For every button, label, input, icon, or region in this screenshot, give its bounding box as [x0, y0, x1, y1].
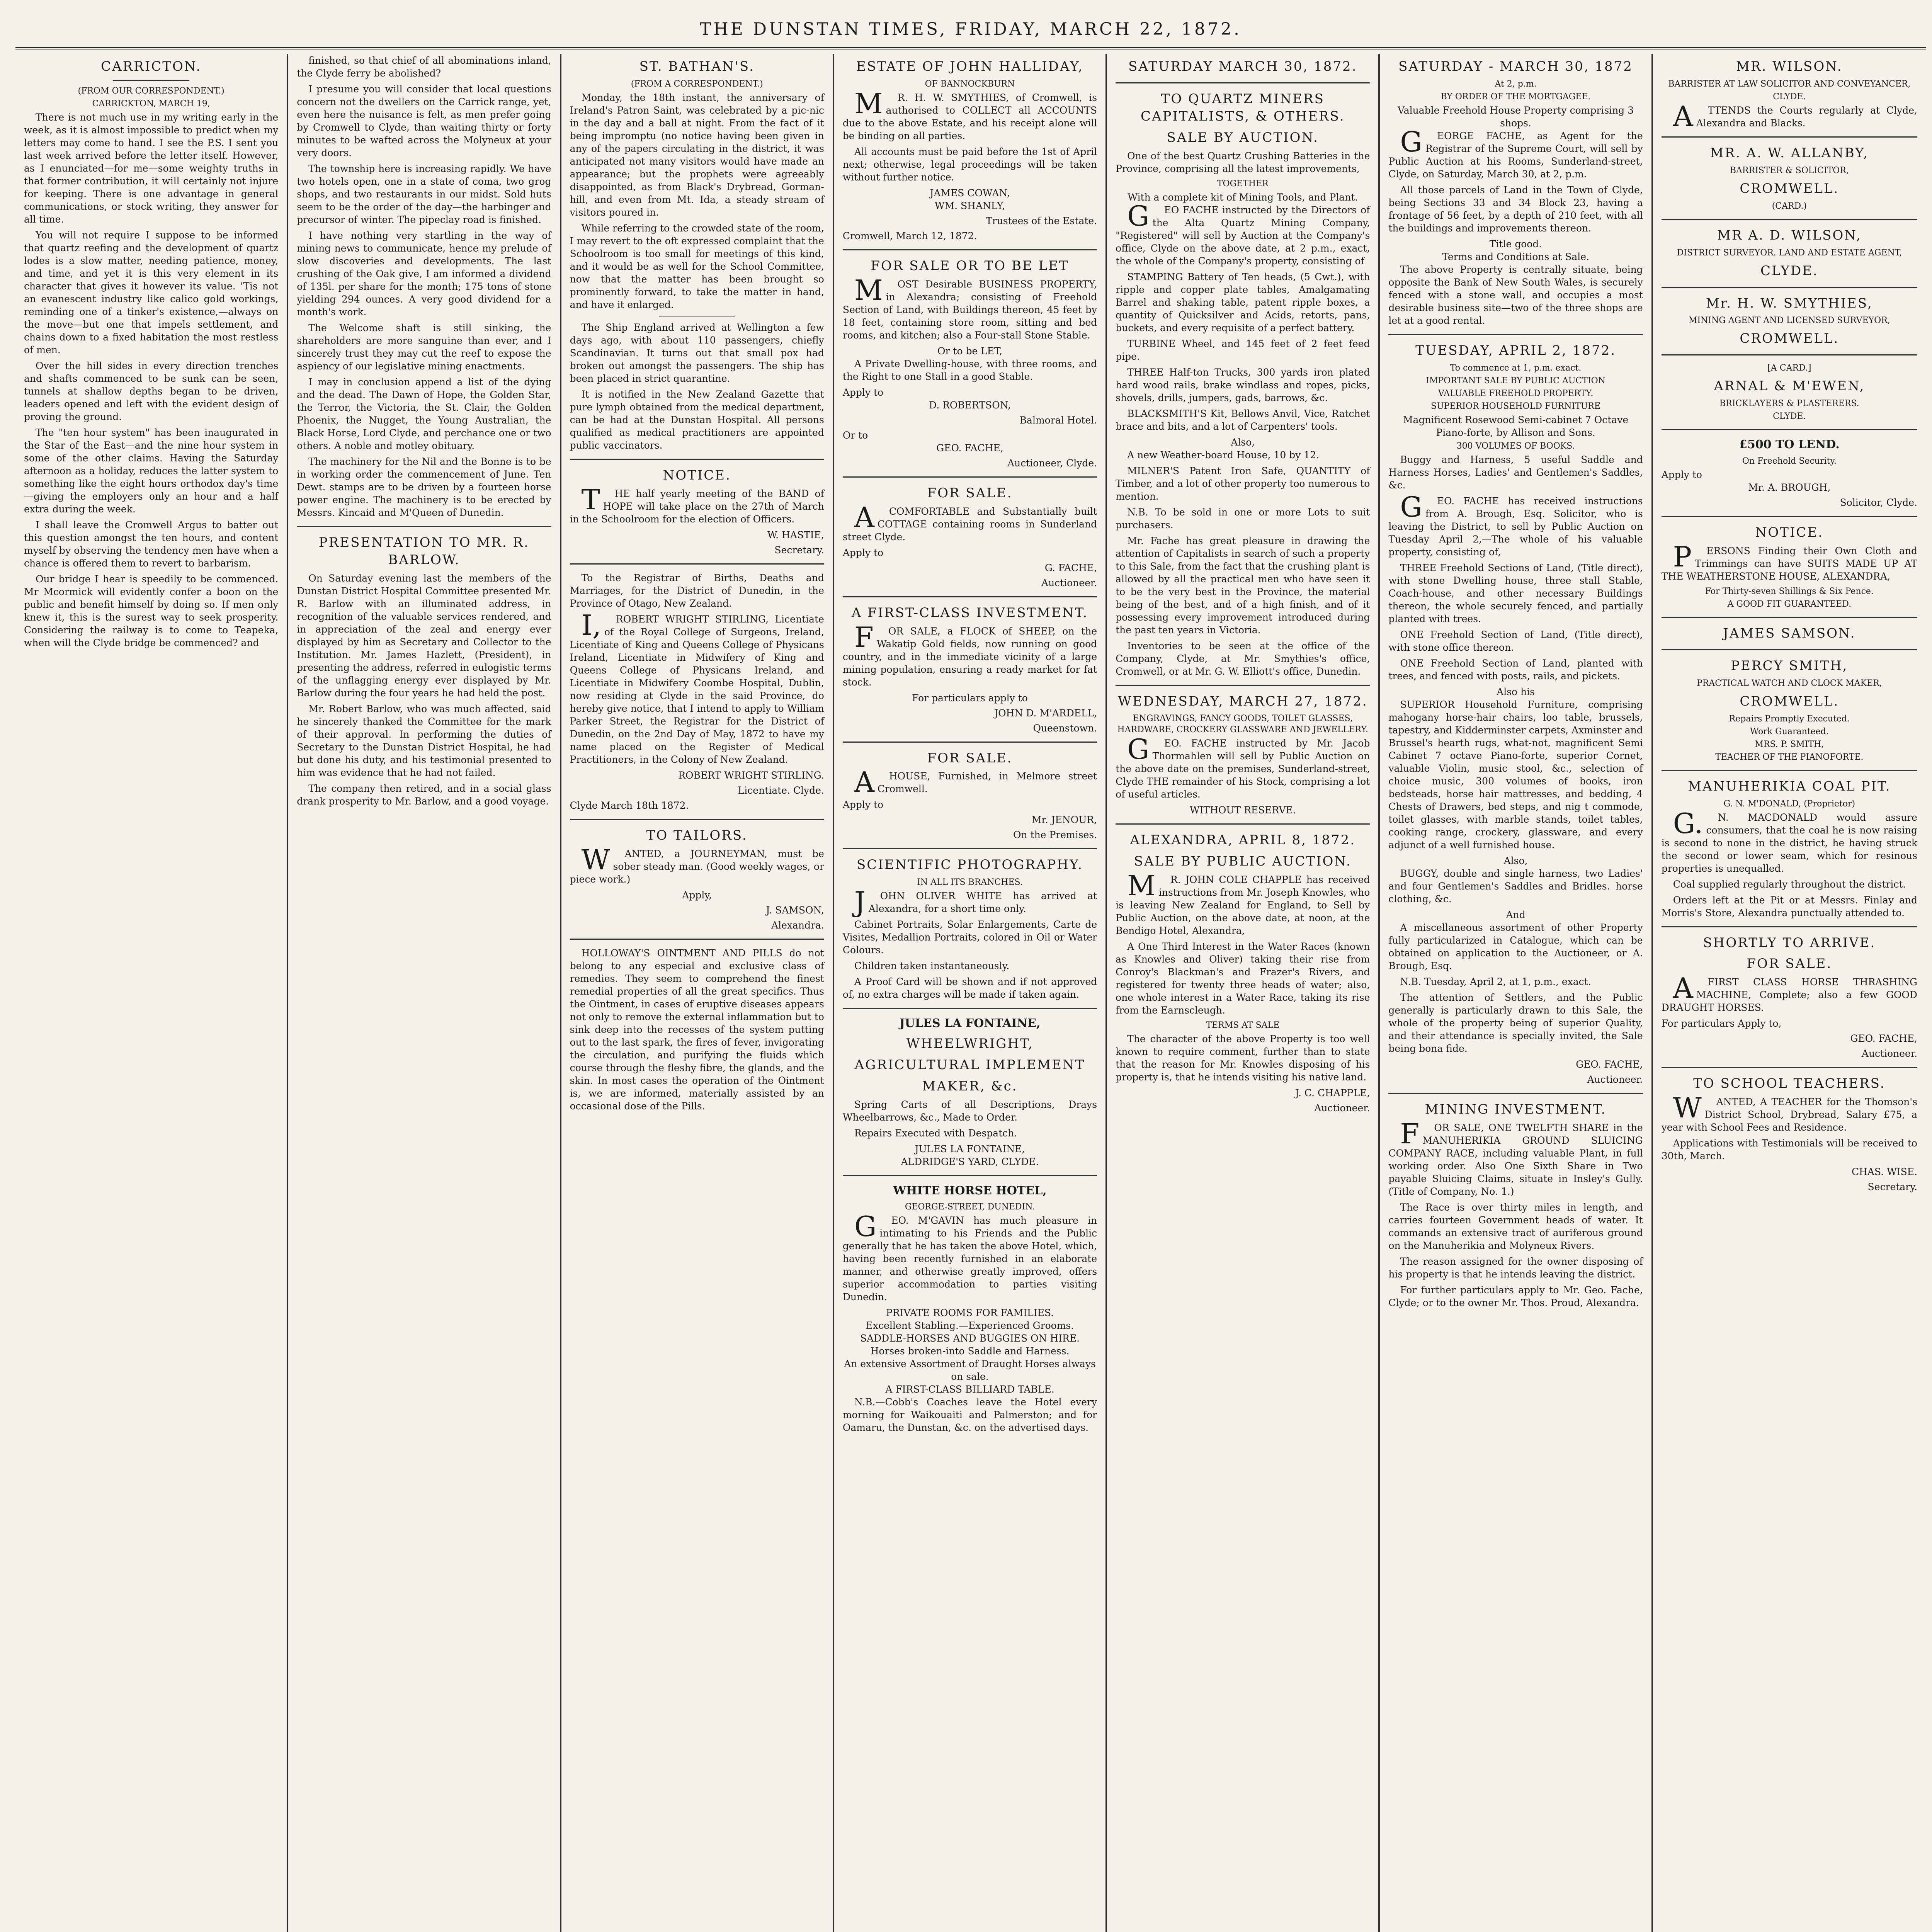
valuable-freehold: VALUABLE FREEHOLD PROPERTY. — [1438, 388, 1594, 398]
estate-title: ESTATE OF JOHN HALLIDAY, — [856, 59, 1083, 74]
milner-safe: MILNER'S Patent Iron Safe, QUANTITY of Timber, and a lot of other property too numerous to mention. — [1116, 465, 1370, 502]
tailors-place: Alexandra. — [771, 919, 824, 931]
smythies-name: Mr. H. W. SMYTHIES, — [1706, 295, 1873, 311]
estate-signature-2: WM. SHANLY, — [934, 200, 1005, 211]
tailors-body: WANTED, a JOURNEYMAN, must be sober steady man. (Good weekly wages, or piece work.) — [570, 843, 824, 885]
teachers-role: Secretary. — [1867, 1181, 1917, 1193]
attention-settlers: The attention of Settlers, and the Public generally is particularly drawn to this Sale, the whole of the property being of superior Quality, and their attendance is specially invited, the Sale being bona fide. — [1388, 992, 1643, 1054]
paragraph: The company then retired, and in a social glass drank prosperity to Mr. Barlow, and a good voyage. — [297, 782, 551, 807]
robertson-name: D. ROBERTSON, — [929, 399, 1011, 411]
coal-body: G.N. MACDONALD would assure consumers, that the coal he is now raising is second to none in the district, he having struck the second or lower seam, which for resinous properties is unequalled. — [1661, 807, 1917, 874]
paragraph: Monday, the 18th instant, the anniversary of Ireland's Patron Saint, was celebrated by a pic-nic in the day and a ball at night. From the fact of it being impromptu (no notice having been given in any of the papers circulating in the district, it was anticipated not many visitors would have made an appearance; but the prophets were agreeably disappointed, as from Black's Drybread, Gorman-hill, and even from Mt. Ida, a steady stream of visitors poured in. — [570, 92, 824, 218]
divider — [1662, 219, 1917, 220]
misc-assortment: A miscellaneous assortment of other Property fully particularized in Catalogue, which can be obtained on application to the Auctioneer, or A. Brough, Esq. — [1388, 922, 1643, 971]
card-label: (CARD.) — [1772, 201, 1807, 211]
paragraph: I may in conclusion append a list of the dying and the dead. The Dawn of Hope, the Golden Star, the Terror, the Victoria, the St. Clair, the Golden Phoenix, the Nugget, the Young Australian, the Black Horse, Lord Clyde, and perchance one or two others. A noble and motley obituary. — [297, 376, 551, 451]
notice-fit: A GOOD FIT GUARANTEED. — [1727, 599, 1852, 609]
engravings-body: GEO. FACHE instructed by Mr. Jacob Thormahlen will sell by Public Auction on the above date on the premises, Sunderland-street, Clyde THE remainder of his Stock, comprising a lot of useful articles. — [1116, 733, 1370, 800]
photo-body-2: Cabinet Portraits, Solar Enlargements, Carte de Visites, Medallion Portraits, colored in Oil or Water Colours. — [842, 919, 1097, 956]
terms-conditions: Terms and Conditions at Sale. — [1442, 251, 1589, 262]
photo-body: JOHN OLIVER WHITE has arrived at Alexandra, for a short time only. — [854, 886, 1097, 918]
lafontaine-name-2: JULES LA FONTAINE, — [915, 1143, 1025, 1155]
smythies-role: MINING AGENT AND LICENSED SURVEYOR, — [1688, 316, 1890, 326]
repairs-executed: Repairs Promptly Executed. — [1729, 714, 1850, 724]
dateline: CARRICKTON, MARCH 19, — [92, 99, 210, 109]
wheel-body-2: Repairs Executed with Despatch. — [854, 1127, 1017, 1139]
sale-body: ACOMFORTABLE and Substantially built COTTAGE containing rooms in Sunderland street Clyde. — [842, 501, 1097, 543]
quartz-body: One of the best Quartz Crushing Batteries in the Province, comprising all the latest improvements, — [1116, 150, 1370, 174]
divider — [843, 596, 1097, 597]
paragraph: On Saturday evening last the members of the Dunstan District Hospital Committee presented Mr. R. Barlow with an illuminated address, in recognition of the valuable services rendered, and in appreciation of the zeal and energy ever displayed by him as Secretary and Collector to the Institution. Mr. James Hazlett, (President), in presenting the address, referred in eulogistic terms of the unflagging energy ever displayed by Mr. Barlow during the four years he had held the post. — [297, 572, 551, 699]
sale2-title: FOR SALE. — [927, 750, 1013, 766]
registrar-heading: To the Registrar of Births, Deaths and Marriages, for the District of Dunedin, in the Province of Otago, New Zealand. — [570, 572, 824, 609]
wheelwright-title: WHEELWRIGHT, — [906, 1036, 1034, 1051]
white-horse-stabling: Excellent Stabling.—Experienced Grooms. — [866, 1320, 1074, 1332]
one-section-trees: ONE Freehold Section of Land, planted with trees, and fenced with posts, rails, and pickets. — [1388, 657, 1643, 682]
quartz-miners-title: TO QUARTZ MINERS CAPITALISTS, & OTHERS. — [1141, 91, 1345, 124]
byline: (FROM A CORRESPONDENT.) — [631, 79, 763, 89]
paragraph: The Ship England arrived at Wellington a few days ago, with about 110 passengers, chiefly Scandinavian. It turns out that small pox had broken out amongst the passengers. The ship has been placed in strict quarantine. — [570, 321, 824, 384]
auction-date-2: WEDNESDAY, MARCH 27, 1872. — [1117, 693, 1368, 709]
paragraph: I shall leave the Cromwell Argus to batter out this question amongst the ten hours, and content myself by observing the tendency men have when a chance is offered them to revert to barbarism. — [24, 519, 279, 569]
sale-let-title: FOR SALE OR TO BE LET — [871, 258, 1069, 274]
masthead — [15, 9, 1926, 49]
wheel-body: Spring Carts of all Descriptions, Drays Wheelbarrows, &c., Made to Order. — [842, 1099, 1097, 1123]
centrally-situate: The above Property is centrally situate, being opposite the Bank of New South Wales, is securely fenced with a stone wall, and occupies a most desirable business site—two of the three shops are let at a good rental. — [1388, 264, 1643, 326]
for-sale-role: Auctioneer. — [1861, 1048, 1917, 1060]
sale2-place: On the Premises. — [1013, 829, 1097, 841]
lafontaine-name: JULES LA FONTAINE, — [899, 1017, 1041, 1031]
public-auction-title: SALE BY PUBLIC AUCTION. — [1134, 854, 1352, 869]
coal-pit-title: MANUHERIKIA COAL PIT. — [1688, 778, 1891, 794]
paragraph: I presume you will consider that local questions concern not the dwellers on the Carrick range, yet, even here the nuisance is felt, as men prefer going by Cromwell to Clyde, than waiting thirty or forty minutes to be wafted across the Molyneux at your very doors. — [297, 83, 551, 158]
or-to: Or to — [842, 429, 868, 441]
column-1 — [15, 54, 288, 1932]
coal-body-2: Coal supplied regularly throughout the district. — [1673, 878, 1906, 890]
photo-subtitle: IN ALL ITS BRANCHES. — [917, 878, 1023, 888]
important-sale: IMPORTANT SALE BY PUBLIC AUCTION — [1426, 376, 1605, 386]
chapple-role: Auctioneer. — [1314, 1102, 1370, 1114]
divider — [297, 526, 551, 527]
wilson-role: BARRISTER AT LAW SOLICITOR AND CONVEYANCER, — [1668, 79, 1911, 89]
percy-smith-place: CROMWELL. — [1740, 693, 1839, 709]
estate-trustees: Trustees of the Estate. — [986, 215, 1097, 226]
fache-role: Auctioneer. — [1587, 1073, 1643, 1085]
percy-smith-role: PRACTICAL WATCH AND CLOCK MAKER, — [1697, 678, 1882, 688]
adwilson-name: MR A. D. WILSON, — [1717, 227, 1862, 243]
masthead-text: THE DUNSTAN TIMES, FRIDAY, MARCH 22, 1872. — [699, 19, 1242, 39]
notice-title: NOTICE. — [1755, 524, 1824, 540]
shortly-to-arrive: SHORTLY TO ARRIVE. — [1703, 935, 1876, 951]
teachers-title: TO SCHOOL TEACHERS. — [1693, 1076, 1886, 1092]
photo-title: SCIENTIFIC PHOTOGRAPHY. — [857, 857, 1083, 873]
white-horse-saddle: SADDLE-HORSES AND BUGGIES ON HIRE. — [860, 1333, 1080, 1344]
smythies-place: CROMWELL. — [1740, 331, 1839, 347]
sale-title: FOR SALE. — [927, 485, 1013, 501]
allanby-role: BARRISTER & SOLICITOR, — [1730, 165, 1849, 175]
weather-board-house: A new Weather-board House, 10 by 12. — [1127, 449, 1320, 461]
white-horse-assortment: An extensive Assortment of Draught Horses always on sale. — [844, 1358, 1096, 1383]
robertson-place: Balmoral Hotel. — [1019, 414, 1097, 426]
arnal-place: CLYDE. — [1773, 412, 1806, 422]
three-sections: THREE Freehold Sections of Land, (Title direct), with stone Dwelling house, three stall Stable, Coach-house, and other necessary Buildings thereon, the whole securely fenced, and partially planted with trees. — [1388, 562, 1643, 624]
buggy-double: BUGGY, double and single harness, two Ladies' and four Gentlemen's Saddles and Bridles. horse clothing, &c. — [1388, 867, 1643, 905]
maker-title: MAKER, &c. — [922, 1078, 1018, 1094]
allanby-place: CROMWELL. — [1740, 180, 1839, 196]
adwilson-role: DISTRICT SURVEYOR. LAND AND ESTATE AGENT, — [1677, 248, 1902, 258]
tailors-title: TO TAILORS. — [646, 827, 748, 843]
divider — [1662, 926, 1917, 927]
card-label-2: [A CARD.] — [1767, 363, 1811, 373]
lots-note: N.B. To be sold in one or more Lots to suit purchasers. — [1116, 506, 1370, 531]
land-parcels: All those parcels of Land in the Town of Clyde, being Sections 33 and 34 Block 23, having a frontage of 56 feet, by a depth of 210 feet, with all the buildings and improvements thereon. — [1388, 184, 1643, 234]
fache-name: GEO. FACHE, — [936, 442, 1003, 454]
divider — [1662, 429, 1917, 430]
registrar-date: Clyde March 18th 1872. — [570, 799, 689, 811]
valuable-property: Valuable Freehold House Property comprising 3 shops. — [1398, 104, 1634, 129]
without-reserve: WITHOUT RESERVE. — [1189, 804, 1296, 816]
auction-date-3: ALEXANDRA, APRIL 8, 1872. — [1130, 832, 1356, 848]
white-horse-horses: Horses broken-into Saddle and Harness. — [870, 1345, 1070, 1357]
mining-body-3: The reason assigned for the owner disposing of his property is that he intends leaving the district. — [1388, 1255, 1643, 1280]
column-3 — [561, 54, 834, 1932]
paragraph: I have nothing very startling in the way of mining news to communicate, hence my prelude of slow discoveries and developments. The last crushing of the Oak give, I am informed a dividend of 135l. per share for the month; 175 tons of stone yielding 294 ounces. A very good dividend for a month's work. — [297, 230, 551, 318]
paragraph: finished, so that chief of all abominations inland, the Clyde ferry be abolished? — [297, 55, 551, 79]
title-good: Title good. — [1489, 238, 1542, 250]
divider — [1662, 287, 1917, 288]
fache-agent: GEORGE FACHE, as Agent for the Registrar of the Supreme Court, will sell by Public Auction at his Rooms, Sunderland-street, Clyde, on Saturday, March 30, at 2, p.m. — [1388, 125, 1643, 180]
notice-body: PERSONS Finding their Own Cloth and Trimmings can have SUITS MADE UP AT THE WEATHERSTONE HOUSE, ALEXANDRA, — [1661, 540, 1917, 582]
estate-date: Cromwell, March 12, 1872. — [842, 230, 977, 242]
divider — [1116, 823, 1370, 825]
divider — [1388, 334, 1643, 335]
column-6 — [1380, 54, 1653, 1932]
sale-let-body: MOST Desirable BUSINESS PROPERTY, in Alexandra; consisting of Freehold Section of Land, with Buildings thereon, 45 feet by 18 feet, containing store room, sitting and bed rooms, and kitchen; also a Four-stall Stone Stable. — [842, 274, 1097, 341]
notice-body: THE half yearly meeting of the BAND of HOPE will take place on the 27th of March in the Schoolroom for the election of Officers. — [570, 483, 824, 525]
teachers-body: WANTED, A TEACHER for the Thomson's District School, Drybread, Salary £75, a year with School Fees and Residence. — [1661, 1092, 1917, 1133]
for-sale-signature: GEO. FACHE, — [1850, 1033, 1917, 1044]
brough-name: Mr. A. BROUGH, — [1748, 481, 1831, 493]
mining-body-4: For further particulars apply to Mr. Geo. Fache, Clyde; or to the owner Mr. Thos. Proud, Alexandra. — [1388, 1284, 1643, 1308]
teachers-body-2: Applications with Testimonials will be received to 30th, March. — [1661, 1138, 1917, 1162]
percy-smith-name: PERCY SMITH, — [1731, 658, 1848, 673]
divider — [1662, 136, 1917, 138]
estate-body-2: All accounts must be paid before the 1st of April next; otherwise, legal proceedings will be taken without further notice. — [842, 146, 1097, 183]
sale-apply: Apply to — [842, 547, 884, 558]
notice-title: NOTICE. — [663, 467, 731, 483]
mrs-smith-role: TEACHER OF THE PIANOFORTE. — [1715, 752, 1864, 762]
chapple-body-3: The character of the above Property is too well known to require comment, further than to state that the reason for Mr. Knowles disposing of his property is, that he intends visiting his native land. — [1116, 1033, 1370, 1083]
divider — [843, 848, 1097, 849]
quartz-with: With a complete kit of Mining Tools, and Plant. — [1128, 191, 1358, 203]
tailors-signature: J. SAMSON, — [766, 904, 824, 916]
sale2-signature: Mr. JENOUR, — [1031, 814, 1097, 826]
white-horse-rooms: PRIVATE ROOMS FOR FAMILIES. — [886, 1307, 1054, 1319]
volumes-books: 300 VOLUMES OF BOOKS. — [1456, 441, 1575, 451]
for-sale-body: AFIRST CLASS HORSE THRASHING MACHINE, Complete; also a few GOOD DRAUGHT HORSES. — [1661, 972, 1917, 1014]
byline: (FROM OUR CORRESPONDENT.) — [78, 86, 224, 96]
fache-pleasure: Mr. Fache has great pleasure in drawing the attention of Capitalists in search of such a property to this Sale, from the fact that the crushing plant is allowed by all the practical men who have seen it to be the very best in the Province, the material being of the best, and of a high finish, and of it possessing every improvement introduced during the past ten years in Victoria. — [1116, 535, 1370, 636]
household-furniture: SUPERIOR HOUSEHOLD FURNITURE — [1431, 401, 1600, 411]
engravings-list: ENGRAVINGS, FANCY GOODS, TOILET GLASSES, HARDWARE, CROCKERY GLASSWARE AND JEWELLERY. — [1117, 714, 1369, 735]
to-lend-apply: Apply to — [1661, 469, 1702, 480]
notice-role: Secretary. — [774, 544, 824, 556]
divider — [570, 563, 824, 565]
half-ton-trucks: THREE Half-ton Trucks, 300 yards iron plated hard wood rails, brake windlass and ropes, picks, shovels, drills, jumpers, gads, barrows, &c. — [1116, 366, 1370, 403]
implement-title: AGRICULTURAL IMPLEMENT — [854, 1057, 1085, 1073]
holloway-advert: HOLLOWAY'S OINTMENT AND PILLS do not belong to any especial and exclusive class of remedies. They seem to comprehend the finest remedial properties of all the great specifics. Thus the Ointment, in cases of eruptive diseases appears not only to remove the external inflammation but to sink deep into the recesses of the system putting out to the last spark, the fires of fever, invigorating the circulation, and purifying the fluids which course through the fleshy fibre, the glands, and the skin. In most cases the operation of the Ointment is, we are informed, materially assisted by an occasional dose of the Pills. — [570, 947, 824, 1112]
brough-role: Solicitor, Clyde. — [1840, 497, 1917, 508]
divider — [1662, 516, 1917, 517]
notice-signature: W. HASTIE, — [767, 529, 824, 541]
wilson-place: CLYDE. — [1773, 92, 1806, 102]
divider — [1662, 354, 1917, 355]
article-title-presentation: PRESENTATION TO MR. R. BARLOW. — [318, 535, 529, 568]
work-guaranteed: Work Guaranteed. — [1750, 726, 1829, 736]
investment-signature: JOHN D. M'ARDELL, — [994, 707, 1097, 719]
divider — [570, 819, 824, 820]
mining-investment-title: MINING INVESTMENT. — [1425, 1101, 1607, 1117]
wilson-body: ATTENDS the Courts regularly at Clyde, Alexandra and Blacks. — [1673, 100, 1917, 133]
column-4 — [834, 54, 1107, 1932]
stamping-battery: STAMPING Battery of Ten heads, (5 Cwt.), with ripple and copper plate tables, Amalgamating Barrel and shaking table, patent ripple boxes, a quantity of Quicksilver and Acids, retorts, pans, buckets, and every requisite of a perfect battery. — [1116, 271, 1370, 333]
auction-time-2: To commence at 1, p.m. exact. — [1450, 363, 1582, 373]
paragraph: While referring to the crowded state of the room, I may revert to the oft expressed complaint that the Schoolroom is too small for meetings of this kind, and it would be as well for the School Committee, now that the matter has been brought so prominently forward, to take the matter in hand, and have it enlarged. — [570, 222, 824, 310]
to-lend-security: On Freehold Security. — [1742, 456, 1837, 466]
divider — [1116, 685, 1370, 686]
divider — [843, 476, 1097, 478]
inventories: Inventories to be seen at the office of the Company, Clyde, at Mr. Smythies's office, Cromwell, or at Mr. G. W. Elliott's office, Dunedin. — [1116, 640, 1370, 677]
photo-body-3: Children taken instantaneously. — [854, 960, 1010, 972]
for-sale-title: FOR SALE. — [1747, 956, 1832, 972]
article-title-st-bathans: ST. BATHAN'S. — [639, 59, 755, 74]
mining-body: FOR SALE, ONE TWELFTH SHARE in the MANUHERIKIA GROUND SLUICING COMPANY RACE, including valuable Plant, in full working order. Also One Sixth Share in Two payable Sluicing Claims, situate in Insley's Gully. (Title of Company, No. 1.) — [1388, 1117, 1643, 1197]
paragraph: There is not much use in my writing early in the week, as it is almost impossible to predict when my letters may come to hand. I see the P.S. I sent you last week arrived before the letter itself. However, as I enunciated—for me—some weighty truths in that former contribution, it will certainly not injure for keeping. There is one advantage in general communications, or stock writing, they answer for all time. — [24, 111, 279, 225]
divider — [113, 80, 189, 81]
divider — [1388, 1093, 1643, 1094]
chapple-body: MR. JOHN COLE CHAPPLE has received instructions from Mr. Joseph Knowles, who is leaving New Zealand for England, to Sell by Public Auction, on the above date, at noon, at the Bendigo Hotel, Alexandra, — [1116, 869, 1370, 937]
paragraph: Mr. Robert Barlow, who was much affected, said he sincerely thanked the Committee for the mark of their approval. In performing the duties of Secretary to the Dunstan District Hospital, he had but done his duty, and his testimonial presented to him was evidence that he had not failed. — [297, 703, 551, 778]
white-horse-billiard: A FIRST-CLASS BILLIARD TABLE. — [885, 1384, 1054, 1395]
divider — [1662, 770, 1917, 771]
sale-signature: G. FACHE, — [1044, 562, 1097, 573]
column-7 — [1653, 54, 1926, 1932]
mortgagee-order: BY ORDER OF THE MORTGAGEE. — [1440, 92, 1591, 102]
investment-apply: For particulars apply to — [912, 692, 1028, 704]
to-lend-title: £500 TO LEND. — [1739, 438, 1840, 452]
arnal-role: BRICKLAYERS & PLASTERERS. — [1719, 399, 1859, 409]
paragraph: The township here is increasing rapidly. We have two hotels open, one in a state of coma, two grog shops, and two restaurants in our midst. Sold huts seem to be the order of the day—the harbinger and precursor of winter. The pipeclay road is finished. — [297, 163, 551, 225]
divider — [570, 459, 824, 460]
quartz-sale-title: SALE BY AUCTION. — [1167, 129, 1319, 145]
auction-date-2: TUESDAY, APRIL 2, 1872. — [1415, 342, 1616, 358]
white-horse-body: GEO. M'GAVIN has much pleasure in intimating to his Friends and the Public generally that he has taken the above Hotel, which, having been recently furnished in an elaborate manner, and otherwise greatly improved, offers superior accommodation to parties visiting Dunedin. — [842, 1210, 1097, 1303]
divider — [843, 742, 1097, 743]
for-sale-apply: For particulars Apply to, — [1661, 1018, 1782, 1029]
terms-at-sale: TERMS AT SALE — [1206, 1020, 1280, 1031]
divider — [1662, 649, 1917, 650]
sale-role: Auctioneer. — [1041, 577, 1097, 588]
paragraph: Over the hill sides in every direction trenches and shafts commenced to be sunk can be seen, tunnels at shallow depths began to be driven, leaders opened and left with the evident design of proving the ground. — [24, 360, 279, 422]
registrar-signature: ROBERT WRIGHT STIRLING. — [678, 769, 824, 781]
blacksmith-kit: BLACKSMITH'S Kit, Bellows Anvil, Vice, Ratchet brace and bits, and a lot of Carpenters' tools. — [1116, 408, 1370, 432]
estate-subtitle: OF BANNOCKBURN — [925, 79, 1015, 89]
fache-brough: GEO. FACHE has received instructions from A. Brough, Esq. Solicitor, who is leaving the District, to sell by Public Auction on Tuesday April 2,—The whole of his valuable property, consisting of, — [1388, 490, 1643, 558]
also-label: Also, — [1231, 436, 1255, 448]
divider — [1662, 1067, 1917, 1068]
divider — [1662, 617, 1917, 618]
notice-price: For Thirty-seven Shillings & Six Pence. — [1705, 586, 1874, 596]
coal-body-3: Orders left at the Pit or at Messrs. Finlay and Morris's Store, Alexandra punctually attended to. — [1661, 894, 1917, 918]
paragraph: The Welcome shaft is still sinking, the shareholders are more sanguine than ever, and I sincerely trust they may cut the reef to expose the aspiency of our legislative mining enactments. — [297, 322, 551, 372]
white-horse-nb: N.B.—Cobb's Coaches leave the Hotel every morning for Waikouaiti and Palmerston; and for Oamaru, the Dunstan, &c. on the advertised days. — [842, 1396, 1097, 1434]
auction-time: At 2, p.m. — [1495, 79, 1537, 89]
tailors-apply: Apply, — [682, 889, 712, 901]
aldridge-yard: ALDRIDGE'S YARD, CLYDE. — [901, 1156, 1039, 1167]
divider — [843, 1175, 1097, 1176]
samson-name: JAMES SAMSON. — [1723, 625, 1856, 641]
divider — [570, 939, 824, 940]
also-his: Also his — [1497, 686, 1535, 697]
estate-signature-1: JAMES COWAN, — [930, 187, 1010, 199]
auction-date: SATURDAY - MARCH 30, 1872 — [1398, 59, 1633, 74]
photo-body-4: A Proof Card will be shown and if not approved of, no extra charges will be made if taken again. — [842, 976, 1097, 1000]
wilson-name: MR. WILSON. — [1736, 59, 1843, 74]
nb-tuesday: N.B. Tuesday, April 2, at 1, p.m., exact. — [1400, 976, 1591, 987]
estate-body: MR. H. W. SMYTHIES, of Cromwell, is authorised to COLLECT all ACCOUNTS due to the above Estate, and his receipt alone will be binding on all parties. — [842, 87, 1097, 141]
fache-signature: GEO. FACHE, — [1576, 1058, 1643, 1070]
divider — [843, 1008, 1097, 1009]
paragraph: You will not require I suppose to be informed that quartz reefing and the development of quartz lodes is a slow matter, needing patience, money, and time, and yet it is this very element in its character that gives it however its value. 'Tis not an evanescent industry like calico gold workings, reminding one of a tinker's existence,—always on the move—but one that impels settlement, and chains down to a fixed habitation the most restless of men. — [24, 229, 279, 355]
sale2-apply: Apply to — [842, 799, 884, 811]
registrar-body: I,ROBERT WRIGHT STIRLING, Licentiate of the Royal College of Surgeons, Ireland, Licentiate of King and Queens College of Physicans Ireland, Licentiate in Midwifery of King and Queens College of Physicans Ireland, and Licentiate in Midwifery Coombe Hospital, Dublin, now residing at Clyde in the said Province, do hereby give notice, that I intend to apply to William Parker Street, the Registrar for the District of Dunedin, on the 2nd Day of May, 1872 to have my name placed on the Register of Medical Practitioners, in the Colony of New Zealand. — [570, 609, 824, 765]
investment-place: Queenstown. — [1033, 722, 1097, 734]
paragraph: The machinery for the Nil and the Bonne is to be in working order the commencement of June. Ten Dewt. stamps are to be driven by a fourteen horse power engine. The machinery is to be erected by Messrs. Kincaid and M'Queen of Dunedin. — [297, 456, 551, 518]
coal-proprietor: G. N. M'DONALD, (Proprietor) — [1723, 799, 1855, 809]
fache-role: Auctioneer, Clyde. — [1007, 457, 1097, 469]
mrs-smith-name: MRS. P. SMITH, — [1755, 739, 1824, 749]
chapple-signature: J. C. CHAPPLE, — [1295, 1087, 1370, 1099]
auction-date: SATURDAY MARCH 30, 1872. — [1128, 59, 1357, 74]
divider — [1116, 82, 1370, 83]
quartz-together: TOGETHER — [1217, 179, 1269, 189]
superior-furniture: SUPERIOR Household Furniture, comprising mahogany horse-hair chairs, loo table, brussels, tapestry, and Kidderminster carpets, Axminster and Brussel's hearth rugs, what-not, magnificent Semi Cabinet 7 octave Piano-forte, superior Cornet, valuable Violin, music stool, &c., selection of choice music, 300 volumes of books, iron bedsteads, horse hair mattresses, and bedding, 4 Chests of Drawers, bed steps, and nig t commode, toilet glasses, with marble stands, toilet tables, cooking range, crockery, glassware, and every adjunct of a well furnished house. — [1388, 699, 1643, 850]
investment-body: FOR SALE, a FLOCK of SHEEP, on the Wakatip Gold fields, now running on good country, and in the immediate vicinity of a large mining population, ensuring a ready market for fat stock. — [842, 621, 1097, 688]
arnal-name: ARNAL & M'EWEN, — [1714, 378, 1865, 394]
buggy-harness: Buggy and Harness, 5 useful Saddle and Harness Horses, Ladies' and Gentlemen's Saddles, &c. — [1388, 454, 1643, 491]
also-label: Also, — [1503, 855, 1528, 866]
column-5 — [1107, 54, 1380, 1932]
paragraph: Our bridge I hear is speedily to be commenced. Mr Mcormick will evidently confer a boon on the public and benefit himself by doing so. If men only knew it, this is the surest way to seek prosperity. Considering the railway is to come to Teapeka, when will the Clyde bridge be commenced? and — [24, 573, 279, 648]
mining-body-2: The Race is over thirty miles in length, and carries fourteen Government heads of water. It commands an extensive tract of auriferous ground on the Manuherikia and Molyneux Rivers. — [1388, 1201, 1643, 1251]
sale2-body: AHOUSE, Furnished, in Melmore street Cromwell. — [854, 766, 1097, 799]
white-horse-title: WHITE HORSE HOTEL, — [893, 1184, 1047, 1197]
white-horse-subtitle: GEORGE-STREET, DUNEDIN. — [905, 1202, 1035, 1212]
teachers-signature: CHAS. WISE. — [1851, 1166, 1917, 1178]
and-label: And — [1506, 909, 1526, 920]
divider — [843, 249, 1097, 250]
allanby-name: MR. A. W. ALLANBY, — [1710, 145, 1869, 161]
paragraph: The "ten hour system" has been inaugurated in the Star of the East—and the nine hour system in some of the other claims. Having the Saturday afternoon as a holiday, reduces the latter system to something like the eight hours orthodox day's time—giving the employers only an hour and a half extra during the week. — [24, 427, 279, 515]
investment-title: A FIRST-CLASS INVESTMENT. — [851, 605, 1088, 621]
apply-label: Apply to — [842, 386, 884, 398]
chapple-body-2: A One Third Interest in the Water Races (known as Knowles and Oliver) taking their rise from Conroy's Blackman's and Frazer's Rivers, and registered for twenty three heads of water; also, one whole interest in a Water Race, taking its rise from the Earnscleugh. — [1116, 941, 1370, 1016]
piano: Magnificent Rosewood Semi-cabinet 7 Octave Piano-forte, by Allison and Sons. — [1403, 414, 1629, 438]
registrar-role: Licentiate. Clyde. — [738, 784, 824, 796]
fache-instructed: GEO FACHE instructed by the Directors of the Alta Quartz Mining Company, "Registered" will sell by Auction at the Company's office, Clyde on the above date, at 2 p.m., exact, the whole of the Company's property, consisting of — [1116, 199, 1370, 267]
column-2 — [288, 54, 561, 1932]
sale-let-body-2: A Private Dwelling-house, with three rooms, and the Right to one Stall in a good Stable. — [842, 358, 1097, 382]
one-section-office: ONE Freehold Section of Land, (Title direct), with stone office thereon. — [1388, 629, 1643, 653]
paragraph: It is notified in the New Zealand Gazette that pure lymph obtained from the medical department, can be had at the Dunstan Hospital. All persons qualified as medical practitioners are appointed public vaccinators. — [570, 388, 824, 451]
article-title-carricton: CARRICTON. — [101, 59, 202, 74]
turbine-wheel: TURBINE Wheel, and 145 feet of 2 feet feed pipe. — [1116, 338, 1370, 362]
sale-let-or: Or to be LET, — [937, 345, 1002, 357]
columns — [15, 54, 1926, 1932]
adwilson-place: CLYDE. — [1760, 263, 1818, 279]
